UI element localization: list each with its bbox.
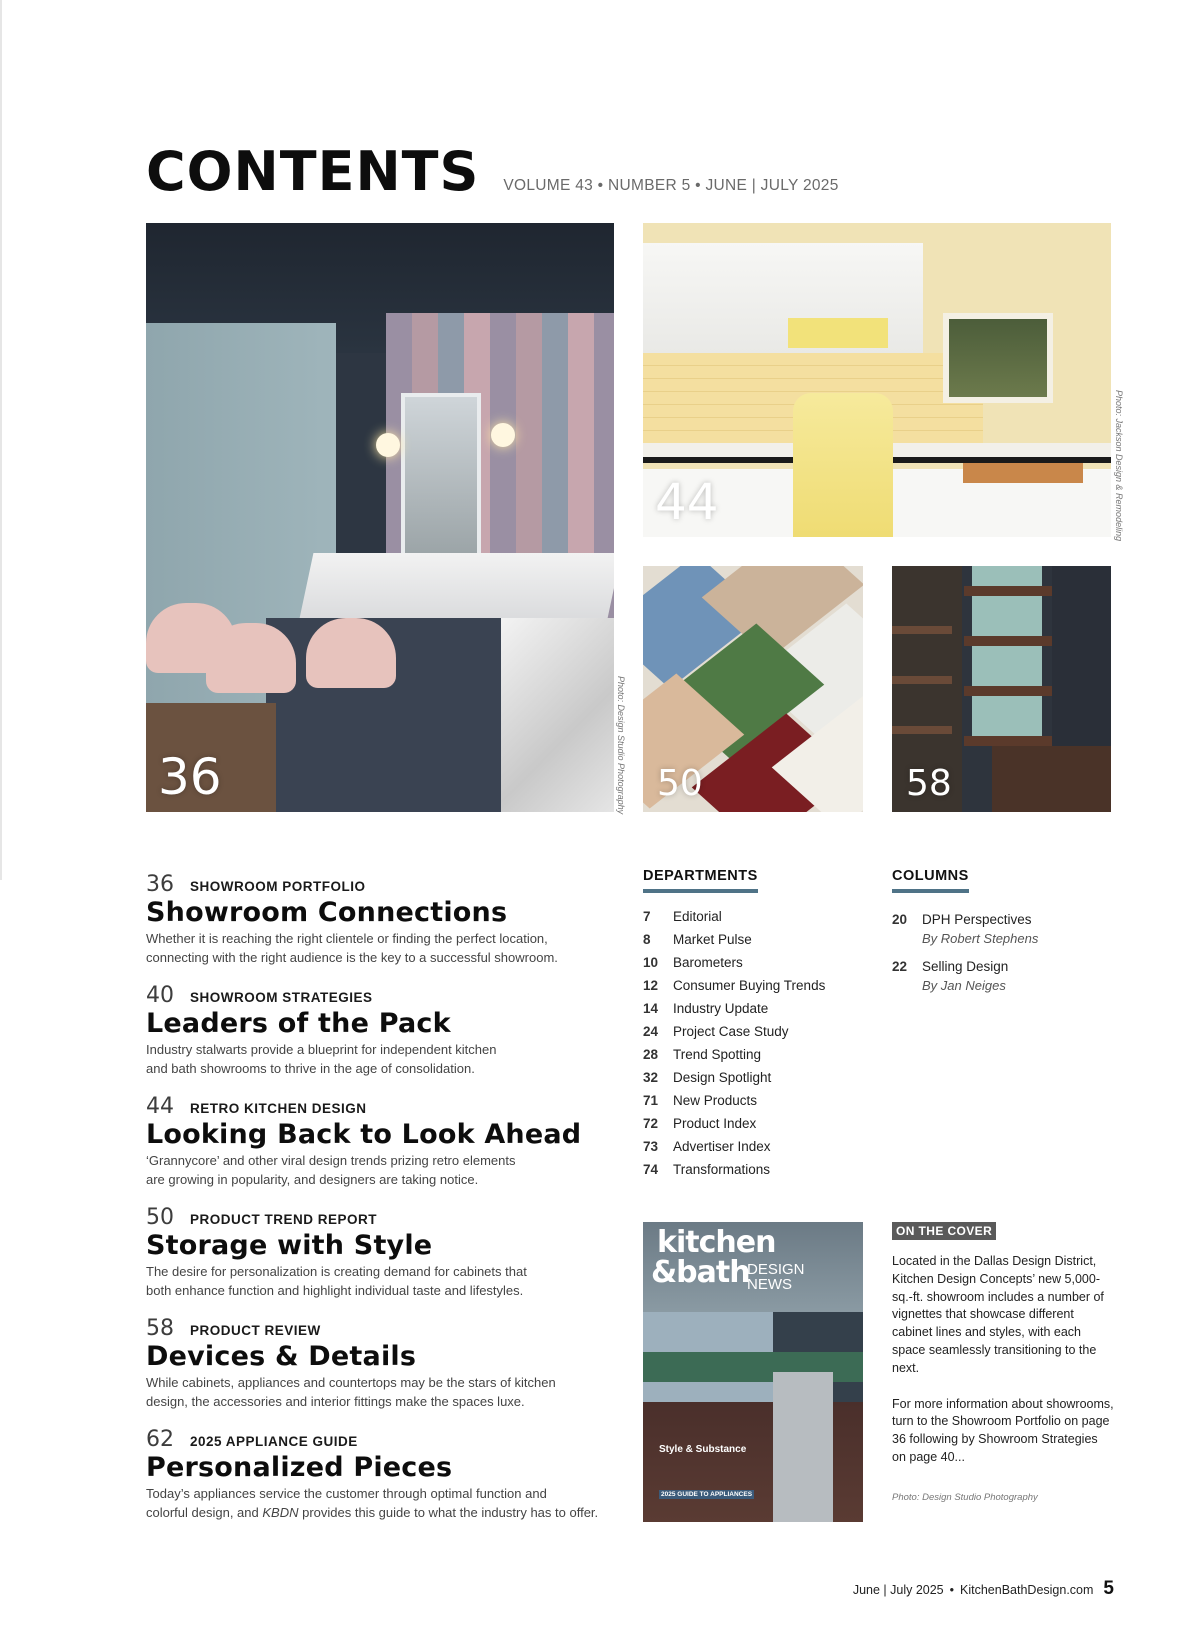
department-item[interactable]: 71 New Products xyxy=(643,1093,758,1108)
cover-logo-bath: &bath xyxy=(651,1255,750,1290)
column-item[interactable]: 20 DPH Perspectives By Robert Stephens xyxy=(892,912,1039,946)
department-item[interactable]: 7 Editorial xyxy=(643,909,722,924)
feature-title[interactable]: Looking Back to Look Ahead xyxy=(146,1119,582,1150)
photo-page-number: 58 xyxy=(906,763,952,804)
feature-description: ‘Grannycore’ and other viral design trends prizing retro elements are growing in popularity, and designers are taking notice. xyxy=(146,1153,516,1187)
department-item[interactable]: 73 Advertiser Index xyxy=(643,1139,771,1154)
feature-category: RETRO KITCHEN DESIGN xyxy=(190,1101,367,1116)
feature-page: 40 xyxy=(146,983,174,1008)
feature-category: SHOWROOM PORTFOLIO xyxy=(190,879,366,894)
feature-page: 44 xyxy=(146,1094,174,1119)
feature-title[interactable]: Devices & Details xyxy=(146,1341,417,1372)
feature-category: PRODUCT REVIEW xyxy=(190,1323,321,1338)
departments-heading: DEPARTMENTS xyxy=(643,868,758,893)
feature-page: 58 xyxy=(146,1316,174,1341)
page-edge xyxy=(0,0,2,880)
photo-page-number: 50 xyxy=(657,763,703,804)
departments-list xyxy=(643,905,873,1181)
department-item[interactable]: 14 Industry Update xyxy=(643,1001,769,1016)
department-item[interactable]: 72 Product Index xyxy=(643,1116,757,1131)
column-item[interactable]: 22 Selling Design By Jan Neiges xyxy=(892,959,1009,993)
feature-description: Whether it is reaching the right clientele or finding the perfect location, connecting with the right audience is the key to a successful showroom. xyxy=(146,931,558,965)
feature-page: 36 xyxy=(146,872,174,897)
photo-page-number: 36 xyxy=(158,748,222,806)
feature-description: While cabinets, appliances and countertops may be the stars of kitchen design, the accessories and interior fittings make the spaces luxe. xyxy=(146,1375,556,1409)
cover-appliance-tag: 2025 GUIDE TO APPLIANCES xyxy=(661,1491,753,1498)
photo-page-number: 44 xyxy=(655,473,719,531)
department-item[interactable]: 24 Project Case Study xyxy=(643,1024,789,1039)
cover-logo-kitchen: kitchen xyxy=(657,1225,776,1260)
footer-site[interactable]: KitchenBathDesign.com xyxy=(960,1583,1094,1597)
cover-logo-design-news: DESIGN NEWS xyxy=(747,1261,805,1293)
page-number: 5 xyxy=(1103,1578,1114,1599)
feature-description: Today’s appliances service the customer through optimal function and colorful design, and KBDN provides this guide to what the industry has to offer. xyxy=(146,1486,599,1520)
page-title: CONTENTS xyxy=(146,140,480,203)
cover-headline: Style & Substance xyxy=(659,1444,747,1455)
department-item[interactable]: 28 Trend Spotting xyxy=(643,1047,762,1062)
photo-retro-kitchen[interactable] xyxy=(643,223,1111,537)
cover-thumbnail[interactable] xyxy=(643,1222,863,1522)
department-item[interactable]: 10 Barometers xyxy=(643,955,743,970)
department-item[interactable]: 8 Market Pulse xyxy=(643,932,752,947)
feature-title[interactable]: Personalized Pieces xyxy=(146,1452,453,1483)
feature-page: 50 xyxy=(146,1205,174,1230)
feature-item[interactable] xyxy=(146,872,626,967)
cover-photo-credit: Photo: Design Studio Photography xyxy=(892,1492,1038,1503)
feature-category: PRODUCT TREND REPORT xyxy=(190,1212,378,1227)
feature-title[interactable]: Storage with Style xyxy=(146,1230,433,1261)
page-footer xyxy=(853,1578,1114,1600)
department-item[interactable]: 32 Design Spotlight xyxy=(643,1070,772,1085)
feature-item[interactable] xyxy=(146,1205,626,1300)
photo-credit: Photo: Jackson Design & Remodeling xyxy=(1114,390,1124,542)
on-the-cover-text: Located in the Dallas Design District, Kitchen Design Concepts’ new 5,000-sq.-ft. showroom includes a number of vignettes that showcase different cabinet lines and styles, with each space seamlessly transitioning to the next. For more information about showrooms, turn to the Showroom Portfolio on page 36 following by Showroom Strategies on page 40... xyxy=(892,1254,1114,1464)
photo-cabinet-swatches[interactable] xyxy=(643,566,863,812)
footer-issue: June | July 2025 xyxy=(852,1583,944,1597)
feature-item[interactable] xyxy=(146,983,626,1078)
department-item[interactable]: 12 Consumer Buying Trends xyxy=(643,978,826,993)
feature-category: 2025 APPLIANCE GUIDE xyxy=(190,1434,358,1449)
department-item[interactable]: 74 Transformations xyxy=(643,1162,771,1177)
feature-description: Industry stalwarts provide a blueprint for independent kitchen and bath showrooms to thrive in the age of consolidation. xyxy=(146,1042,497,1076)
feature-description: The desire for personalization is creating demand for cabinets that both enhance function and highlight individual taste and lifestyles. xyxy=(146,1264,527,1298)
footer-separator: • xyxy=(949,1583,955,1597)
columns-list xyxy=(892,910,1122,1004)
columns-heading: COLUMNS xyxy=(892,868,969,893)
photo-credit: Photo: Design Studio Photography xyxy=(616,676,626,815)
photo-showroom-kitchen[interactable] xyxy=(146,223,614,812)
contents-header xyxy=(146,140,839,203)
feature-category: SHOWROOM STRATEGIES xyxy=(190,990,373,1005)
feature-title[interactable]: Showroom Connections xyxy=(146,897,508,928)
feature-page: 62 xyxy=(146,1427,174,1452)
feature-item[interactable] xyxy=(146,1316,626,1411)
feature-title[interactable]: Leaders of the Pack xyxy=(146,1008,451,1039)
feature-item[interactable] xyxy=(146,1094,626,1189)
on-the-cover-badge: ON THE COVER xyxy=(892,1222,996,1240)
feature-item[interactable] xyxy=(146,1427,636,1522)
photo-storage-fittings[interactable] xyxy=(892,566,1111,812)
issue-volume: VOLUME 43 • NUMBER 5 • JUNE | JULY 2025 xyxy=(503,177,839,194)
